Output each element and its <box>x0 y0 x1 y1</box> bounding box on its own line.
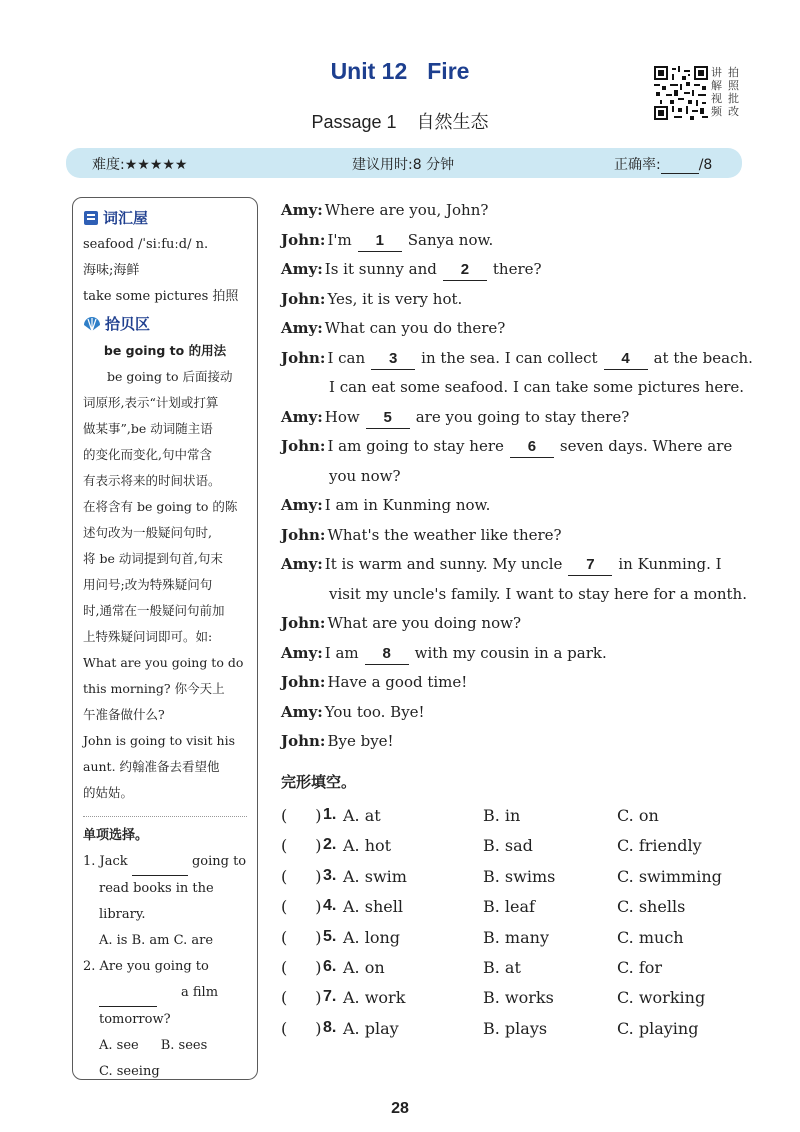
speaker-name: Amy: <box>281 260 323 278</box>
single-choice-section: 单项选择。 1. Jack going to read books in the library. A. is B. am C. are 2. Are you going to a film tomorrow? A. see B. sees C. seeing <box>83 823 247 1085</box>
suggested-time: 建议用时:8 分钟 <box>352 157 455 173</box>
exercise-title: 单项选择。 <box>83 828 149 843</box>
vocab-header: 词汇屋 <box>83 204 247 232</box>
option-b: B. in <box>483 806 521 825</box>
blank-6[interactable]: 6 <box>510 437 554 458</box>
dialogue-continuation: visit my uncle's family. I want to stay here for a month. <box>329 584 747 603</box>
q2-option-c: C. seeing <box>99 1064 160 1079</box>
speaker-name: John: <box>281 732 326 750</box>
book-icon <box>83 210 99 226</box>
dialogue-text: there? <box>492 260 542 278</box>
dialogue-line <box>281 521 751 551</box>
dialogue-line <box>281 403 751 433</box>
dialogue-text: Is it sunny and <box>324 260 437 278</box>
cloze-question <box>281 806 751 836</box>
question-number: 6. <box>323 958 337 975</box>
blank-3[interactable]: 3 <box>371 349 415 370</box>
dialogue-text: seven days. Where are <box>559 437 733 455</box>
question-number: 7. <box>323 988 337 1006</box>
dialogue-text: I'm <box>327 230 352 249</box>
dialogue-line <box>281 226 751 256</box>
blank-4[interactable]: 4 <box>604 349 648 370</box>
passage-topic: 自然生态 <box>416 112 489 132</box>
option-b: B. many <box>483 927 549 947</box>
cloze-question <box>281 988 751 1018</box>
option-b: B. works <box>483 988 554 1008</box>
dialogue-text: You too. Bye! <box>324 702 425 721</box>
option-c: C. swimming <box>617 866 722 886</box>
speaker-name: John: <box>281 289 326 308</box>
dialogue-line <box>281 550 751 580</box>
dialogue-line <box>281 344 751 374</box>
question-number: 2. <box>323 836 337 854</box>
divider <box>83 816 247 817</box>
answer-bracket[interactable]: ( ) <box>281 836 322 856</box>
passage-label: Passage 1 <box>311 112 397 132</box>
blank-1[interactable]: 1 <box>358 231 402 252</box>
dialogue-text: What can you do there? <box>324 319 506 337</box>
speaker-name: Amy: <box>281 407 323 426</box>
dialogue-text: Sanya now. <box>407 230 494 249</box>
dialogue-line <box>281 491 751 521</box>
option-b: B. at <box>483 958 521 977</box>
shell-icon <box>83 316 101 332</box>
cloze-question <box>281 928 751 958</box>
dialogue-line <box>281 432 751 462</box>
question-number: 5. <box>323 927 337 945</box>
option-b: B. leaf <box>483 897 535 917</box>
dialogue-text: Yes, it is very hot. <box>327 289 463 308</box>
q2-option-b: B. sees <box>160 1038 208 1053</box>
answer-bracket[interactable]: ( ) <box>281 1018 322 1038</box>
question-number: 8. <box>323 1018 337 1036</box>
answer-bracket[interactable]: ( ) <box>281 927 322 947</box>
dialogue-line <box>281 196 751 226</box>
dialogue-text: at the beach. <box>653 348 753 367</box>
option-a: A. shell <box>343 897 403 917</box>
dialogue-line <box>281 727 751 757</box>
option-c: C. friendly <box>617 836 702 856</box>
cloze-question <box>281 897 751 927</box>
answer-bracket[interactable]: ( ) <box>281 958 322 977</box>
option-a: A. swim <box>343 866 407 886</box>
dialogue-line <box>281 639 751 669</box>
dialogue-text: It is warm and sunny. My uncle <box>324 555 563 573</box>
cloze-title: 完形填空。 <box>281 773 357 791</box>
dialogue-text: with my cousin in a park. <box>414 643 607 662</box>
vocab-line: seafood /ˈsiːfuːd/ n. <box>83 237 209 252</box>
cloze-question <box>281 958 751 988</box>
q1-options: A. is B. am C. are <box>99 933 214 948</box>
dialogue-line <box>281 609 751 639</box>
q2-option-a: A. see <box>99 1038 139 1053</box>
speaker-name: Amy: <box>281 201 323 219</box>
dialogue-text: I am in Kunming now. <box>324 496 491 514</box>
option-b: B. swims <box>483 866 556 886</box>
speaker-name: Amy: <box>281 702 323 721</box>
speaker-name: Amy: <box>281 319 323 337</box>
cloze-question <box>281 867 751 897</box>
dialogue-text: Have a good time! <box>327 673 468 691</box>
speaker-name: John: <box>281 437 326 455</box>
unit-name: Fire <box>427 58 470 84</box>
option-c: C. playing <box>617 1018 699 1038</box>
cloze-question <box>281 836 751 866</box>
qr-label: 讲 拍 解 照 视 批 频 改 <box>711 66 739 118</box>
q1-blank[interactable] <box>132 849 188 876</box>
option-b: B. plays <box>483 1018 548 1038</box>
option-a: A. on <box>343 958 385 977</box>
blank-7[interactable]: 7 <box>568 555 612 576</box>
option-c: C. on <box>617 806 659 825</box>
option-c: C. much <box>617 927 684 947</box>
speaker-name: Amy: <box>281 496 323 514</box>
option-a: A. hot <box>343 836 392 856</box>
dialogue-text: in Kunming. I <box>618 555 722 573</box>
sidebar-box <box>72 197 258 1080</box>
accuracy-rate: 正确率: /8 <box>614 157 713 173</box>
vocab-line: 海味;海鲜 <box>83 263 140 278</box>
dialogue-text: Bye bye! <box>327 732 394 750</box>
difficulty-rating: 难度:★★★★★ <box>92 157 188 173</box>
question-number: 3. <box>323 866 337 884</box>
grammar-header: 拾贝区 <box>83 310 247 338</box>
option-a: A. work <box>343 988 406 1008</box>
dialogue-line <box>281 285 751 315</box>
option-c: C. working <box>617 988 706 1008</box>
option-a: A. at <box>343 806 381 825</box>
dialogue-text: What are you doing now? <box>327 614 521 632</box>
dialogue-text: I am <box>324 643 359 662</box>
dialogue-text: What's the weather like there? <box>327 525 562 544</box>
speaker-name: John: <box>281 348 326 367</box>
option-c: C. shells <box>617 897 686 917</box>
dialogue-continuation: I can eat some seafood. I can take some pictures here. <box>329 378 745 396</box>
dialogue-line <box>281 698 751 728</box>
dialogue-text: are you going to stay there? <box>415 407 630 426</box>
accuracy-blank[interactable] <box>661 157 699 174</box>
answer-bracket[interactable]: ( ) <box>281 988 322 1008</box>
speaker-name: John: <box>281 525 326 544</box>
dialogue-text: in the sea. I can collect <box>421 348 598 367</box>
option-a: A. long <box>343 927 401 947</box>
option-c: C. for <box>617 958 663 977</box>
answer-bracket[interactable]: ( ) <box>281 897 322 917</box>
option-b: B. sad <box>483 836 533 856</box>
option-a: A. play <box>343 1018 399 1038</box>
dialogue-line <box>281 255 751 285</box>
speaker-name: John: <box>281 230 326 249</box>
dialogue-text: I can <box>327 348 366 367</box>
grammar-subtitle: be going to 的用法 <box>103 343 227 358</box>
vocab-line: take some pictures 拍照 <box>83 289 239 304</box>
dialogue-text: I am going to stay here <box>327 437 504 455</box>
dialogue-text: How <box>324 407 360 426</box>
speaker-name: Amy: <box>281 643 323 662</box>
speaker-name: John: <box>281 673 326 691</box>
cloze-question <box>281 1019 751 1049</box>
answer-bracket[interactable]: ( ) <box>281 806 322 825</box>
grammar-explanation: be going to 后面接动 词原形,表示“计划或打算 做某事”,be 动词随主语 的变化而变化,句中常含 有表示将来的时间状语。 在将含有 be going to 的陈 述句改为一般疑问句时, 将 be 动词提到句首,句末 用问号;改为特殊疑问句 时,通常在一般疑问句前加 上特殊疑问词即可。如: What are you going to do this morning? 你今天上 午准备做什么? John is going to visit his aunt. 约翰准备去看望他 的姑姑。 <box>83 369 244 800</box>
blank-8[interactable]: 8 <box>365 644 409 665</box>
speaker-name: John: <box>281 614 326 632</box>
blank-5[interactable]: 5 <box>366 408 410 429</box>
dialogue-line <box>281 314 751 344</box>
dialogue-line <box>281 668 751 698</box>
answer-bracket[interactable]: ( ) <box>281 866 322 886</box>
blank-2[interactable]: 2 <box>443 260 487 281</box>
page-number: 28 <box>391 1100 409 1117</box>
dialogue-continuation: you now? <box>329 466 401 485</box>
dialogue <box>281 196 751 757</box>
question-number: 1. <box>323 806 337 823</box>
unit-label: Unit 12 <box>330 58 408 84</box>
q2-blank[interactable] <box>99 980 157 1007</box>
dialogue-text: Where are you, John? <box>324 201 489 219</box>
question-number: 4. <box>323 897 337 915</box>
speaker-name: Amy: <box>281 555 323 573</box>
qr-code-icon[interactable] <box>654 66 708 120</box>
info-bar <box>66 148 742 178</box>
